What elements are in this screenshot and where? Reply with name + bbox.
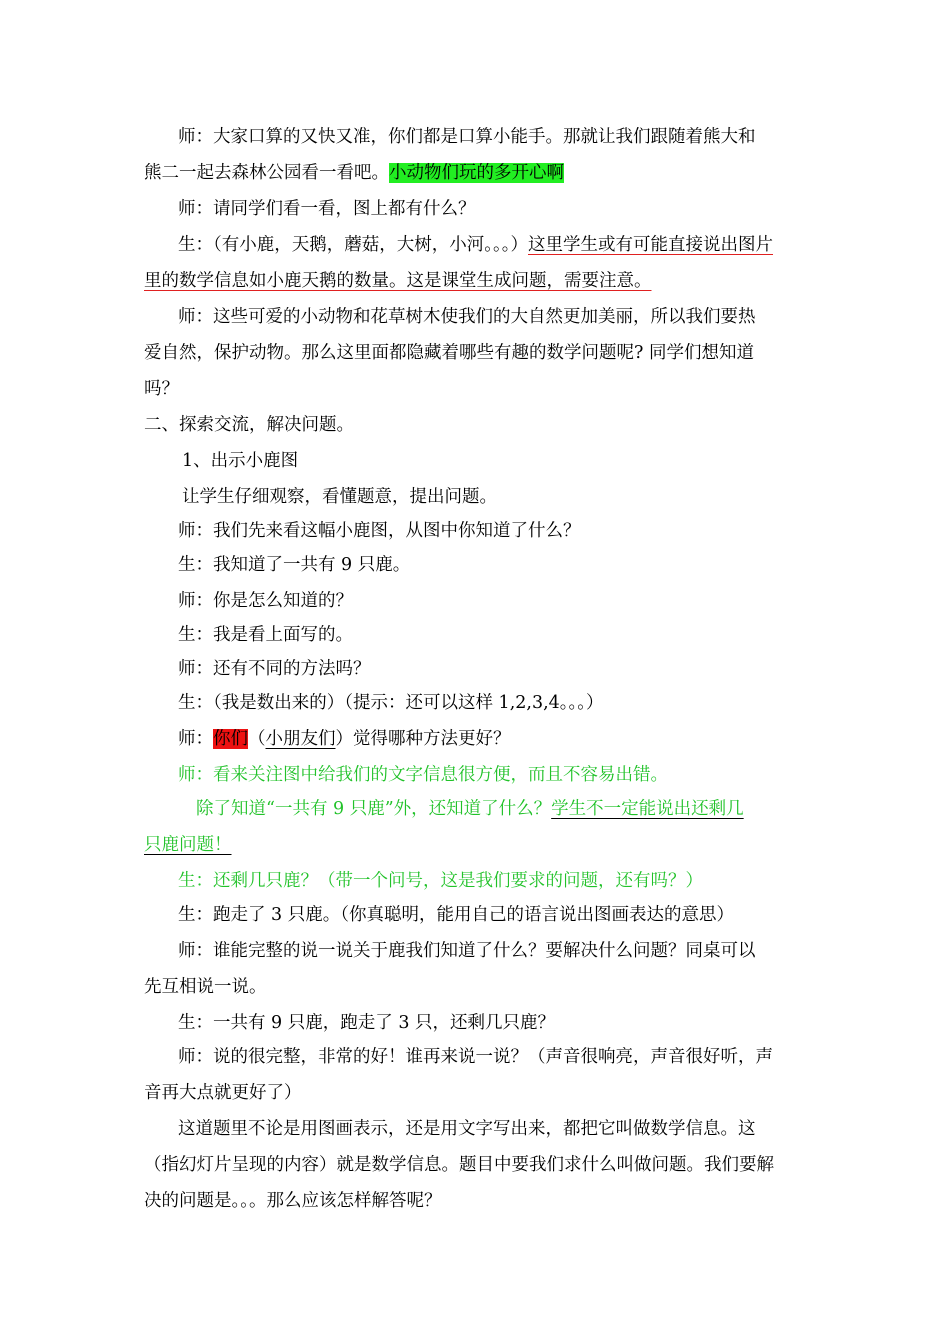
- text: 师：谁能完整的说一说关于鹿我们知道了什么？要解决什么问题？同桌可以: [178, 941, 756, 961]
- text: 师：我们先来看这幅小鹿图，从图中你知道了什么？: [178, 521, 581, 541]
- paragraph-line: [178, 196, 814, 222]
- underlined-comment: 这里学生或有可能直接说出图片: [528, 235, 773, 255]
- highlighted-word: 你们: [213, 729, 248, 749]
- text: 生：一共有 9 只鹿，跑走了 3 只，还剩几只鹿？: [178, 1013, 556, 1033]
- dialogue-line: [178, 938, 814, 964]
- dialogue-line: [178, 656, 814, 682]
- text: 师：这些可爱的小动物和花草树木使我们的大自然更加美丽，所以我们要热: [178, 307, 756, 327]
- text: （指幻灯片呈现的内容）就是数学信息。题目中要我们求什么叫做问题。我们要解: [144, 1155, 774, 1175]
- text: ）觉得哪种方法更好？: [335, 729, 511, 749]
- text: 吗？: [144, 379, 179, 399]
- paragraph-line: [178, 1116, 814, 1142]
- dialogue-line: [178, 762, 814, 788]
- text: （: [248, 729, 266, 749]
- dialogue-line: [196, 796, 814, 822]
- paragraph-line: [144, 376, 814, 402]
- text: 师：大家口算的又快又准，你们都是口算小能手。那就让我们跟随着熊大和: [178, 127, 756, 147]
- text: 师：请同学们看一看，图上都有什么？: [178, 199, 476, 219]
- paragraph-line: [178, 232, 814, 258]
- paragraph-line: [178, 124, 814, 150]
- text: 1、出示小鹿图: [182, 451, 299, 471]
- text: 让学生仔细观察，看懂题意，提出问题。: [182, 487, 497, 507]
- underlined-comment: 只鹿问题！: [144, 835, 232, 855]
- text: 师：说的很完整，非常的好！谁再来说一说？（声音很响亮，声音很好听，声: [178, 1047, 773, 1067]
- dialogue-line: [178, 1010, 814, 1036]
- paragraph-line: [144, 160, 814, 186]
- paragraph-line: [144, 340, 814, 366]
- text: 决的问题是。。。那么应该怎样解答呢？: [144, 1191, 442, 1211]
- dialogue-line: [144, 1080, 814, 1106]
- paragraph-line: [144, 268, 814, 294]
- text: 这道题里不论是用图画表示，还是用文字写出来，都把它叫做数学信息。这: [178, 1119, 756, 1139]
- text: 生：我知道了一共有 9 只鹿。: [178, 555, 411, 575]
- text: 生：还剩几只鹿？（带一个问号，这是我们要求的问题，还有吗？）: [178, 871, 703, 891]
- text: 师：还有不同的方法吗？: [178, 659, 371, 679]
- dialogue-line: [178, 902, 814, 928]
- paragraph-line: [182, 484, 852, 510]
- dialogue-line: [144, 832, 814, 858]
- text: 师：你是怎么知道的？: [178, 591, 353, 611]
- paragraph-line: [144, 1188, 814, 1214]
- dialogue-line: [178, 726, 814, 752]
- text: 熊二一起去森林公园看一看吧。: [144, 163, 389, 183]
- dialogue-line: [178, 622, 814, 648]
- text: 生：（有小鹿，天鹅，蘑菇，大树，小河。。。）: [178, 235, 528, 255]
- text: 音再大点就更好了）: [144, 1083, 302, 1103]
- text: 除了知道“一共有 9 只鹿”外，还知道了什么？: [196, 799, 552, 819]
- text: 师：看来关注图中给我们的文字信息很方便，而且不容易出错。: [178, 765, 668, 785]
- dialogue-line: [144, 974, 814, 1000]
- section-heading: [144, 412, 814, 438]
- subsection-heading: [182, 448, 852, 474]
- text: 生：（我是数出来的）（提示：还可以这样 1,2,3,4。。。）: [178, 693, 604, 713]
- dialogue-line: [178, 690, 814, 716]
- dialogue-line: [178, 588, 814, 614]
- dialogue-line: [178, 868, 814, 894]
- paragraph-line: [178, 304, 814, 330]
- underlined-word: 小朋友们: [265, 729, 336, 749]
- dialogue-line: [178, 518, 814, 544]
- text: 师：: [178, 729, 213, 749]
- underlined-comment: 里的数学信息如小鹿天鹅的数量。这是课堂生成问题，需要注意。: [144, 271, 652, 291]
- text: 二、探索交流，解决问题。: [144, 415, 354, 435]
- text: 生：我是看上面写的。: [178, 625, 353, 645]
- text: 生：跑走了 3 只鹿。（你真聪明，能用自己的语言说出图画表达的意思）: [178, 905, 735, 925]
- highlighted-comment: 小动物们玩的多开心啊: [389, 163, 564, 183]
- text: 先互相说一说。: [144, 977, 267, 997]
- dialogue-line: [178, 552, 814, 578]
- dialogue-line: [178, 1044, 814, 1070]
- paragraph-line: [144, 1152, 814, 1178]
- underlined-comment: 学生不一定能说出还剩几: [551, 799, 744, 819]
- text: 爱自然，保护动物。那么这里面都隐藏着哪些有趣的数学问题呢? 同学们想知道: [144, 343, 754, 363]
